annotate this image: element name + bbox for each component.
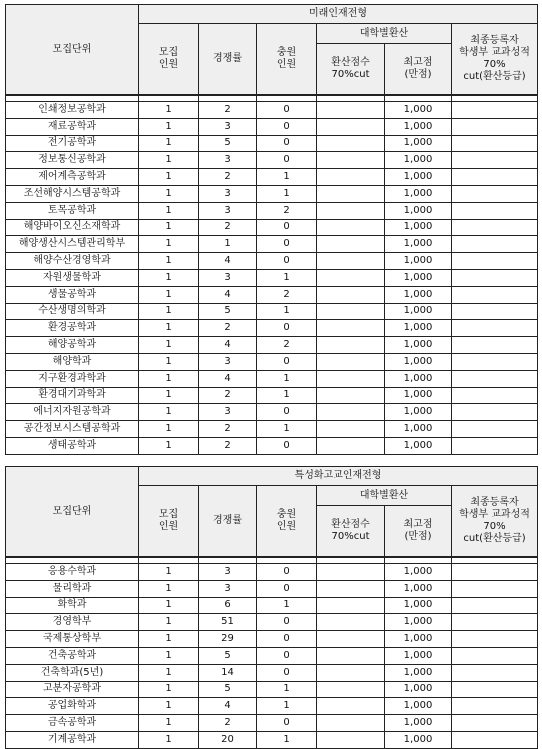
competition-cell: 2: [199, 320, 257, 337]
max-score-cell: 1,000: [385, 681, 452, 698]
quota-cell: 1: [139, 135, 199, 152]
col-unit-header: 모집단위: [6, 5, 139, 96]
quota-cell: 1: [139, 580, 199, 597]
col-univ-conv-header: 대학별환산: [317, 486, 452, 506]
quota-cell: 1: [139, 564, 199, 581]
extra-cell: 0: [257, 614, 317, 631]
unit-cell: 공간정보시스템공학과: [6, 421, 139, 438]
unit-cell: 해양생산시스템관리학부: [6, 236, 139, 253]
table-row: [6, 152, 538, 169]
table-title: 특성화고교인재전형: [139, 467, 538, 486]
competition-cell: 20: [199, 731, 257, 748]
table-row: [6, 185, 538, 202]
competition-cell: 5: [199, 681, 257, 698]
col-final-header: 최종등록자 학생부 교과성적 70% cut(환산등급): [452, 24, 538, 96]
table-row: [6, 135, 538, 152]
quota-cell: 1: [139, 597, 199, 614]
col-univ-conv-header: 대학별환산: [317, 24, 452, 44]
col-extra-header: 충원 인원: [257, 24, 317, 96]
table-row: [6, 564, 538, 581]
table-row: [6, 580, 538, 597]
max-score-cell: 1,000: [385, 253, 452, 270]
col-extra-header: 충원 인원: [257, 486, 317, 558]
quota-cell: 1: [139, 715, 199, 732]
extra-cell: 1: [257, 269, 317, 286]
final-cell: [452, 698, 538, 715]
score70-cell: [317, 647, 385, 664]
final-cell: [452, 169, 538, 186]
unit-cell: 국제통상학부: [6, 631, 139, 648]
final-cell: [452, 135, 538, 152]
quota-cell: 1: [139, 202, 199, 219]
final-cell: [452, 353, 538, 370]
table-row: [6, 421, 538, 438]
max-score-cell: 1,000: [385, 169, 452, 186]
table-row: [6, 647, 538, 664]
unit-cell: 수산생명의학과: [6, 303, 139, 320]
competition-cell: 6: [199, 597, 257, 614]
table-row: [6, 387, 538, 404]
final-cell: [452, 102, 538, 119]
table-row: [6, 370, 538, 387]
extra-cell: 1: [257, 303, 317, 320]
score70-cell: [317, 614, 385, 631]
col-max-header: 최고점 (만점): [385, 506, 452, 558]
table-row: [6, 715, 538, 732]
quota-cell: 1: [139, 614, 199, 631]
unit-cell: 경영학부: [6, 614, 139, 631]
table-row: [6, 698, 538, 715]
extra-cell: 0: [257, 631, 317, 648]
extra-cell: 0: [257, 219, 317, 236]
quota-cell: 1: [139, 286, 199, 303]
competition-cell: 3: [199, 202, 257, 219]
quota-cell: 1: [139, 320, 199, 337]
score70-cell: [317, 118, 385, 135]
competition-cell: 3: [199, 152, 257, 169]
max-score-cell: 1,000: [385, 102, 452, 119]
max-score-cell: 1,000: [385, 437, 452, 454]
max-score-cell: 1,000: [385, 580, 452, 597]
competition-cell: 3: [199, 353, 257, 370]
table-row: [6, 337, 538, 354]
extra-cell: 1: [257, 421, 317, 438]
competition-cell: 4: [199, 370, 257, 387]
extra-cell: 0: [257, 664, 317, 681]
final-cell: [452, 370, 538, 387]
final-cell: [452, 664, 538, 681]
table-row: [6, 202, 538, 219]
competition-cell: 4: [199, 337, 257, 354]
competition-cell: 2: [199, 387, 257, 404]
final-cell: [452, 731, 538, 748]
competition-cell: 2: [199, 169, 257, 186]
quota-cell: 1: [139, 664, 199, 681]
extra-cell: 1: [257, 169, 317, 186]
competition-cell: 2: [199, 102, 257, 119]
competition-cell: 3: [199, 118, 257, 135]
score70-cell: [317, 370, 385, 387]
score70-cell: [317, 353, 385, 370]
quota-cell: 1: [139, 647, 199, 664]
max-score-cell: 1,000: [385, 387, 452, 404]
extra-cell: 0: [257, 715, 317, 732]
extra-cell: 0: [257, 135, 317, 152]
score70-cell: [317, 185, 385, 202]
score70-cell: [317, 152, 385, 169]
quota-cell: 1: [139, 169, 199, 186]
col-quota-header: 모집 인원: [139, 24, 199, 96]
unit-cell: 전기공학과: [6, 135, 139, 152]
unit-cell: 기계공학과: [6, 731, 139, 748]
table-row: [6, 118, 538, 135]
final-cell: [452, 387, 538, 404]
extra-cell: 1: [257, 185, 317, 202]
final-cell: [452, 421, 538, 438]
max-score-cell: 1,000: [385, 631, 452, 648]
table-row: [6, 219, 538, 236]
col-score70-header: 환산점수 70%cut: [317, 44, 385, 96]
table-row: [6, 631, 538, 648]
quota-cell: 1: [139, 236, 199, 253]
quota-cell: 1: [139, 102, 199, 119]
quota-cell: 1: [139, 731, 199, 748]
extra-cell: 1: [257, 681, 317, 698]
col-competition-header: 경쟁률: [199, 24, 257, 96]
admission-table-1: [5, 4, 538, 455]
table-title: 미래인재전형: [139, 5, 538, 24]
score70-cell: [317, 269, 385, 286]
col-score70-header: 환산점수 70%cut: [317, 506, 385, 558]
final-cell: [452, 681, 538, 698]
col-max-header: 최고점 (만점): [385, 44, 452, 96]
score70-cell: [317, 681, 385, 698]
extra-cell: 1: [257, 370, 317, 387]
unit-cell: 공업화학과: [6, 698, 139, 715]
final-cell: [452, 152, 538, 169]
table-row: [6, 404, 538, 421]
unit-cell: 제어계측공학과: [6, 169, 139, 186]
table-row: [6, 286, 538, 303]
table-row: [6, 269, 538, 286]
quota-cell: 1: [139, 337, 199, 354]
extra-cell: 0: [257, 353, 317, 370]
final-cell: [452, 118, 538, 135]
final-cell: [452, 320, 538, 337]
unit-cell: 자원생물학과: [6, 269, 139, 286]
unit-cell: 생태공학과: [6, 437, 139, 454]
competition-cell: 14: [199, 664, 257, 681]
final-cell: [452, 286, 538, 303]
unit-cell: 지구환경과학과: [6, 370, 139, 387]
final-cell: [452, 715, 538, 732]
max-score-cell: 1,000: [385, 597, 452, 614]
extra-cell: 2: [257, 286, 317, 303]
score70-cell: [317, 597, 385, 614]
table-row: [6, 614, 538, 631]
max-score-cell: 1,000: [385, 269, 452, 286]
quota-cell: 1: [139, 370, 199, 387]
unit-cell: 금속공학과: [6, 715, 139, 732]
score70-cell: [317, 404, 385, 421]
competition-cell: 1: [199, 236, 257, 253]
score70-cell: [317, 698, 385, 715]
extra-cell: 0: [257, 580, 317, 597]
col-competition-header: 경쟁률: [199, 486, 257, 558]
max-score-cell: 1,000: [385, 698, 452, 715]
quota-cell: 1: [139, 437, 199, 454]
final-cell: [452, 269, 538, 286]
competition-cell: 51: [199, 614, 257, 631]
unit-cell: 재료공학과: [6, 118, 139, 135]
max-score-cell: 1,000: [385, 152, 452, 169]
col-unit-header: 모집단위: [6, 467, 139, 558]
extra-cell: 0: [257, 320, 317, 337]
table-row: [6, 102, 538, 119]
unit-cell: 토목공학과: [6, 202, 139, 219]
unit-cell: 해양공학과: [6, 337, 139, 354]
unit-cell: 정보통신공학과: [6, 152, 139, 169]
score70-cell: [317, 731, 385, 748]
quota-cell: 1: [139, 387, 199, 404]
score70-cell: [317, 437, 385, 454]
extra-cell: 0: [257, 647, 317, 664]
unit-cell: 해양수산경영학과: [6, 253, 139, 270]
final-cell: [452, 614, 538, 631]
max-score-cell: 1,000: [385, 135, 452, 152]
score70-cell: [317, 219, 385, 236]
final-cell: [452, 236, 538, 253]
competition-cell: 3: [199, 404, 257, 421]
unit-cell: 해양학과: [6, 353, 139, 370]
table-row: [6, 303, 538, 320]
table-row: [6, 236, 538, 253]
table-row: [6, 731, 538, 748]
max-score-cell: 1,000: [385, 303, 452, 320]
unit-cell: 에너지자원공학과: [6, 404, 139, 421]
max-score-cell: 1,000: [385, 320, 452, 337]
competition-cell: 29: [199, 631, 257, 648]
score70-cell: [317, 135, 385, 152]
table-row: [6, 664, 538, 681]
quota-cell: 1: [139, 698, 199, 715]
score70-cell: [317, 631, 385, 648]
table-row: [6, 597, 538, 614]
score70-cell: [317, 253, 385, 270]
table-row: [6, 681, 538, 698]
score70-cell: [317, 102, 385, 119]
extra-cell: 2: [257, 202, 317, 219]
final-cell: [452, 580, 538, 597]
final-cell: [452, 337, 538, 354]
extra-cell: 2: [257, 337, 317, 354]
unit-cell: 화학과: [6, 597, 139, 614]
competition-cell: 2: [199, 421, 257, 438]
extra-cell: 0: [257, 102, 317, 119]
competition-cell: 4: [199, 253, 257, 270]
unit-cell: 환경공학과: [6, 320, 139, 337]
competition-cell: 4: [199, 698, 257, 715]
quota-cell: 1: [139, 185, 199, 202]
score70-cell: [317, 564, 385, 581]
max-score-cell: 1,000: [385, 647, 452, 664]
max-score-cell: 1,000: [385, 236, 452, 253]
unit-cell: 물리학과: [6, 580, 139, 597]
score70-cell: [317, 320, 385, 337]
quota-cell: 1: [139, 631, 199, 648]
unit-cell: 조선해양시스템공학과: [6, 185, 139, 202]
max-score-cell: 1,000: [385, 118, 452, 135]
max-score-cell: 1,000: [385, 421, 452, 438]
table-row: [6, 169, 538, 186]
competition-cell: 5: [199, 135, 257, 152]
max-score-cell: 1,000: [385, 337, 452, 354]
competition-cell: 3: [199, 580, 257, 597]
final-cell: [452, 597, 538, 614]
extra-cell: 0: [257, 118, 317, 135]
col-final-header: 최종등록자 학생부 교과성적 70% cut(환산등급): [452, 486, 538, 558]
final-cell: [452, 404, 538, 421]
quota-cell: 1: [139, 219, 199, 236]
max-score-cell: 1,000: [385, 219, 452, 236]
final-cell: [452, 185, 538, 202]
max-score-cell: 1,000: [385, 286, 452, 303]
extra-cell: 0: [257, 152, 317, 169]
score70-cell: [317, 202, 385, 219]
quota-cell: 1: [139, 404, 199, 421]
final-cell: [452, 219, 538, 236]
competition-cell: 3: [199, 269, 257, 286]
unit-cell: 생물공학과: [6, 286, 139, 303]
extra-cell: 1: [257, 597, 317, 614]
quota-cell: 1: [139, 253, 199, 270]
extra-cell: 0: [257, 236, 317, 253]
extra-cell: 1: [257, 387, 317, 404]
final-cell: [452, 647, 538, 664]
score70-cell: [317, 421, 385, 438]
table-row: [6, 437, 538, 454]
quota-cell: 1: [139, 353, 199, 370]
quota-cell: 1: [139, 118, 199, 135]
max-score-cell: 1,000: [385, 731, 452, 748]
max-score-cell: 1,000: [385, 614, 452, 631]
score70-cell: [317, 236, 385, 253]
max-score-cell: 1,000: [385, 715, 452, 732]
score70-cell: [317, 387, 385, 404]
final-cell: [452, 631, 538, 648]
score70-cell: [317, 664, 385, 681]
extra-cell: 1: [257, 698, 317, 715]
score70-cell: [317, 715, 385, 732]
score70-cell: [317, 580, 385, 597]
unit-cell: 고분자공학과: [6, 681, 139, 698]
score70-cell: [317, 169, 385, 186]
competition-cell: 2: [199, 715, 257, 732]
competition-cell: 2: [199, 219, 257, 236]
table-row: [6, 320, 538, 337]
quota-cell: 1: [139, 303, 199, 320]
competition-cell: 5: [199, 303, 257, 320]
quota-cell: 1: [139, 421, 199, 438]
extra-cell: 0: [257, 404, 317, 421]
col-quota-header: 모집 인원: [139, 486, 199, 558]
score70-cell: [317, 337, 385, 354]
max-score-cell: 1,000: [385, 664, 452, 681]
unit-cell: 건축학과(5년): [6, 664, 139, 681]
extra-cell: 0: [257, 437, 317, 454]
quota-cell: 1: [139, 152, 199, 169]
extra-cell: 1: [257, 731, 317, 748]
extra-cell: 0: [257, 253, 317, 270]
competition-cell: 3: [199, 564, 257, 581]
final-cell: [452, 253, 538, 270]
unit-cell: 해양바이오신소재학과: [6, 219, 139, 236]
competition-cell: 2: [199, 437, 257, 454]
score70-cell: [317, 303, 385, 320]
max-score-cell: 1,000: [385, 564, 452, 581]
max-score-cell: 1,000: [385, 404, 452, 421]
max-score-cell: 1,000: [385, 185, 452, 202]
final-cell: [452, 303, 538, 320]
unit-cell: 환경대기과학과: [6, 387, 139, 404]
max-score-cell: 1,000: [385, 370, 452, 387]
competition-cell: 4: [199, 286, 257, 303]
competition-cell: 3: [199, 185, 257, 202]
max-score-cell: 1,000: [385, 353, 452, 370]
max-score-cell: 1,000: [385, 202, 452, 219]
unit-cell: 건축공학과: [6, 647, 139, 664]
unit-cell: 응용수학과: [6, 564, 139, 581]
final-cell: [452, 202, 538, 219]
final-cell: [452, 437, 538, 454]
quota-cell: 1: [139, 269, 199, 286]
unit-cell: 인쇄정보공학과: [6, 102, 139, 119]
admission-table-2: [5, 466, 538, 749]
score70-cell: [317, 286, 385, 303]
competition-cell: 5: [199, 647, 257, 664]
table-row: [6, 353, 538, 370]
extra-cell: 0: [257, 564, 317, 581]
table-row: [6, 253, 538, 270]
final-cell: [452, 564, 538, 581]
quota-cell: 1: [139, 681, 199, 698]
